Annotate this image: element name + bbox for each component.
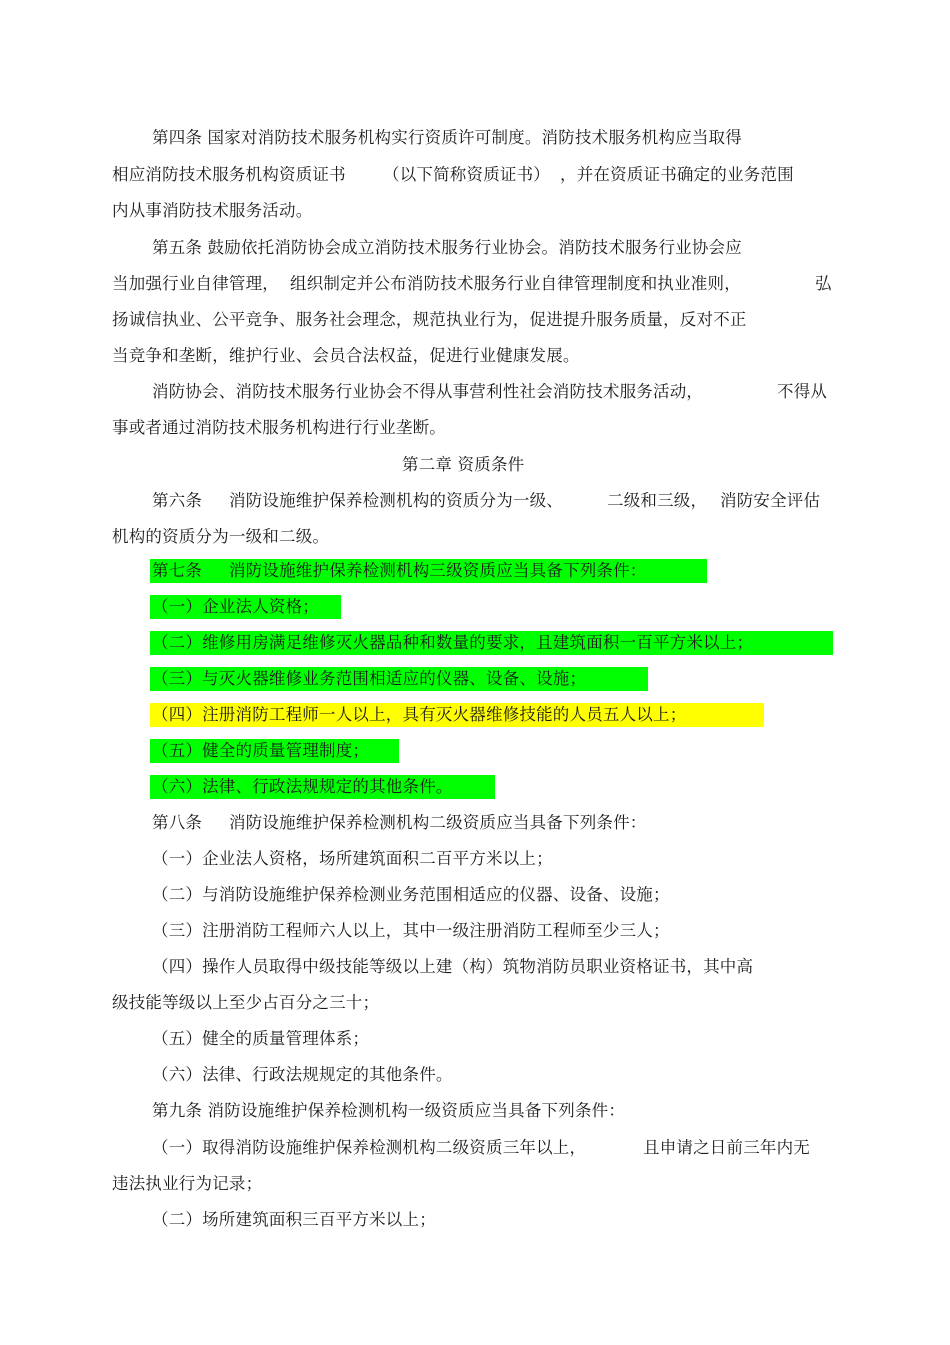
article6-line1b: 消防设施维护保养检测机构的资质分为一级、 [229,491,563,510]
article6-line1c: 二级和三级， [607,491,708,510]
article6-line1d: 消防安全评估 [720,491,821,510]
article4-line1: 第四条 国家对消防技术服务机构实行资质许可制度。消防技术服务机构应当取得 [152,128,742,147]
article7-item6: （六）法律、行政法规规定的其他条件。 [152,777,453,796]
article9-item2: （二）场所建筑面积三百平方米以上； [152,1210,436,1229]
article7-head-a: 第七条 [152,561,203,580]
article5-line2c: 弘 [815,274,832,293]
article9-item1-line1a: （一）取得消防设施维护保养检测机构二级资质三年以上， [152,1138,587,1157]
article8-item3: （三）注册消防工程师六人以上，其中一级注册消防工程师至少三人； [152,921,670,940]
article8-item2: （二）与消防设施维护保养检测业务范围相适应的仪器、设备、设施； [152,885,670,904]
article9-item1-line1b: 且申请之日前三年内无 [643,1138,810,1157]
article9-item1-line2: 违法执业行为记录； [112,1174,263,1193]
article9-head: 第九条 消防设施维护保养检测机构一级资质应当具备下列条件： [152,1101,626,1120]
article4-line3: 内从事消防技术服务活动。 [112,201,313,220]
article7-item2: （二）维修用房满足维修灭火器品种和数量的要求，且建筑面积一百平方米以上； [152,633,754,652]
article5-para2-line1a: 消防协会、消防技术服务行业协会不得从事营利性社会消防技术服务活动， [152,382,704,401]
article5-line1: 第五条 鼓励依托消防协会成立消防技术服务行业协会。消防技术服务行业协会应 [152,238,742,257]
article7-item5: （五）健全的质量管理制度； [152,741,370,760]
article5-para2-line2: 事或者通过消防技术服务机构进行行业垄断。 [112,418,446,437]
article4-line2c: ，并在资质证书确定的业务范围 [560,165,794,184]
article7-item1: （一）企业法人资格； [152,597,319,616]
article4-line2a: 相应消防技术服务机构资质证书 [112,165,346,184]
article8-item4-line1: （四）操作人员取得中级技能等级以上建（构）筑物消防员职业资格证书，其中高 [152,957,754,976]
article5-line2a: 当加强行业自律管理， [112,274,279,293]
article5-line4: 当竞争和垄断，维护行业、会员合法权益，促进行业健康发展。 [112,346,580,365]
article7-item4: （四）注册消防工程师一人以上，具有灭火器维修技能的人员五人以上； [152,705,687,724]
article4-line2b: （以下简称资质证书） [383,165,550,184]
article8-head-a: 第八条 [152,813,203,832]
article5-line3: 扬诚信执业、公平竞争、服务社会理念，规范执业行为，促进提升服务质量，反对不正 [112,310,747,329]
chapter-title: 第二章 资质条件 [402,455,525,474]
article5-line2b: 组织制定并公布消防技术服务行业自律管理制度和执业准则， [290,274,741,293]
article8-head-b: 消防设施维护保养检测机构二级资质应当具备下列条件： [229,813,647,832]
article8-item1: （一）企业法人资格，场所建筑面积二百平方米以上； [152,849,553,868]
article7-head-b: 消防设施维护保养检测机构三级资质应当具备下列条件： [229,561,647,580]
article8-item5: （五）健全的质量管理体系； [152,1029,370,1048]
article5-para2-line1b: 不得从 [777,382,828,401]
article7-item3: （三）与灭火器维修业务范围相适应的仪器、设备、设施； [152,669,587,688]
article8-item4-line2: 级技能等级以上至少占百分之三十； [112,993,380,1012]
article6-line1a: 第六条 [152,491,203,510]
article8-item6: （六）法律、行政法规规定的其他条件。 [152,1065,453,1084]
article6-line2: 机构的资质分为一级和二级。 [112,527,330,546]
